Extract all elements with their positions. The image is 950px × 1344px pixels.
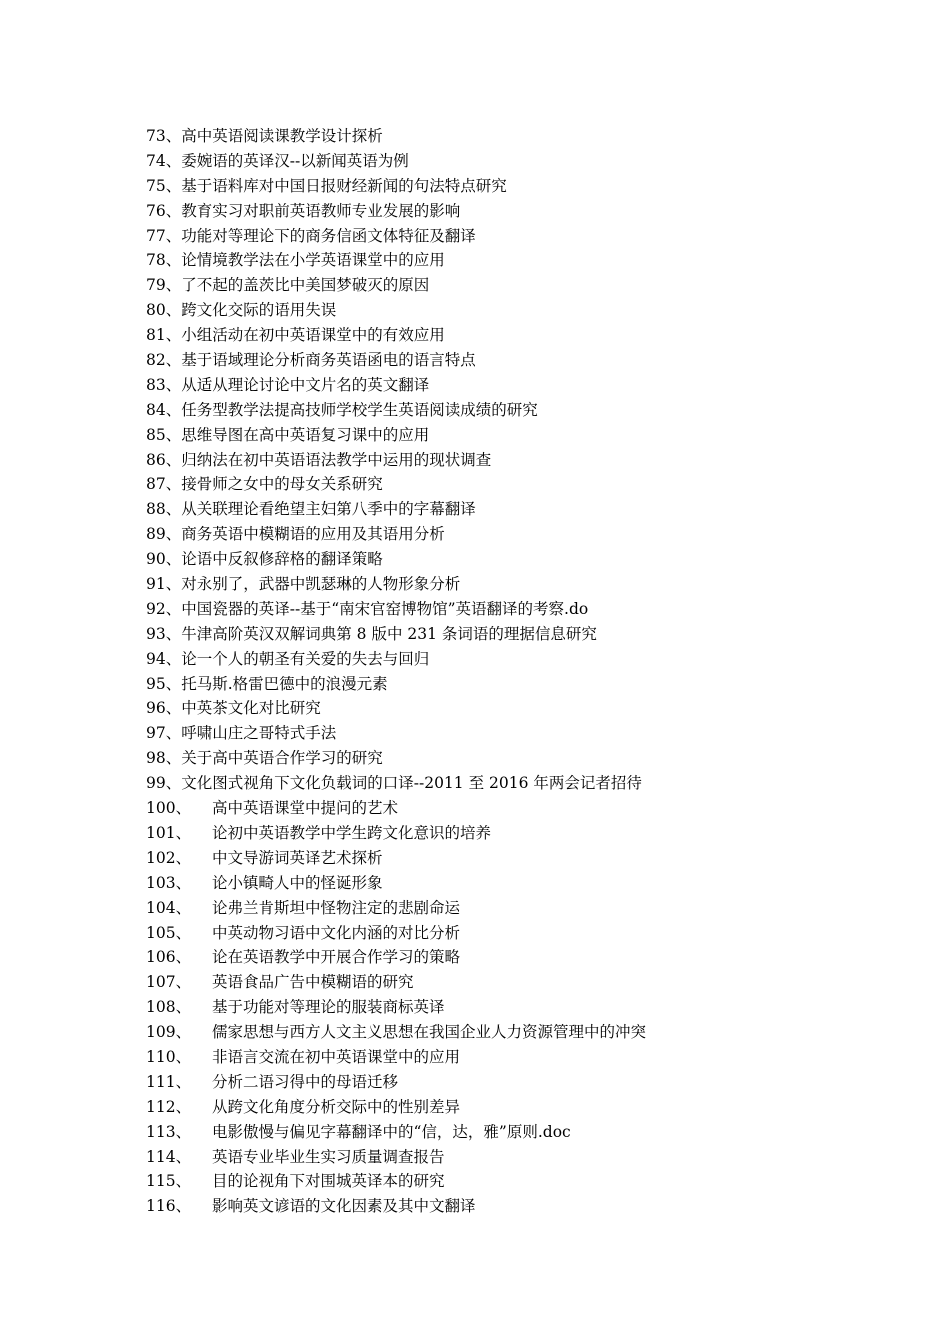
list-item — [146, 771, 866, 796]
list-item — [146, 647, 866, 672]
item-title: 中文导游词英译艺术探析 — [212, 848, 383, 867]
item-number: 99、 — [146, 774, 182, 793]
item-title: 论语中反叙修辞格的翻译策略 — [181, 550, 383, 569]
list-item — [146, 298, 866, 323]
item-number: 93、 — [146, 624, 182, 643]
list-item — [146, 871, 866, 896]
item-number: 109、 — [146, 1023, 192, 1042]
list-item — [146, 1194, 866, 1219]
item-title: 商务英语中模糊语的应用及其语用分析 — [181, 525, 445, 544]
item-title: 论一个人的朝圣有关爱的失去与回归 — [181, 649, 430, 668]
item-number: 97、 — [146, 724, 182, 743]
list-item — [146, 323, 866, 348]
item-number: 88、 — [146, 500, 182, 519]
item-title: 关于高中英语合作学习的研究 — [181, 749, 383, 768]
item-title: 中英茶文化对比研究 — [181, 699, 321, 718]
list-item — [146, 821, 866, 846]
list-item — [146, 547, 866, 572]
item-title: 任务型教学法提高技师学校学生英语阅读成绩的研究 — [181, 400, 538, 419]
list-item — [146, 995, 866, 1020]
item-title: 论在英语教学中开展合作学习的策略 — [212, 948, 461, 967]
item-number: 96、 — [146, 699, 182, 718]
item-number: 113、 — [146, 1122, 192, 1141]
list-item — [146, 423, 866, 448]
list-item — [146, 248, 866, 273]
list-item — [146, 572, 866, 597]
item-number: 86、 — [146, 450, 182, 469]
item-title: 从适从理论讨论中文片名的英文翻译 — [181, 375, 430, 394]
item-number: 116、 — [146, 1197, 192, 1216]
item-number: 102、 — [146, 848, 192, 867]
list-item — [146, 622, 866, 647]
item-title: 儒家思想与西方人文主义思想在我国企业人力资源管理中的冲突 — [212, 1023, 647, 1042]
list-item — [146, 1120, 866, 1145]
item-title: 思维导图在高中英语复习课中的应用 — [181, 425, 430, 444]
item-number: 107、 — [146, 973, 192, 992]
list-item — [146, 846, 866, 871]
item-title: 接骨师之女中的母女关系研究 — [181, 475, 383, 494]
item-number: 112、 — [146, 1097, 192, 1116]
item-number: 83、 — [146, 375, 182, 394]
item-number: 106、 — [146, 948, 192, 967]
item-number: 114、 — [146, 1147, 192, 1166]
item-title: 文化图式视角下文化负载词的口译--2011 至 2016 年两会记者招待 — [181, 774, 642, 793]
list-item — [146, 597, 866, 622]
list-item — [146, 448, 866, 473]
item-number: 110、 — [146, 1047, 192, 1066]
item-number: 103、 — [146, 873, 192, 892]
item-title: 了不起的盖茨比中美国梦破灭的原因 — [181, 276, 430, 295]
list-item — [146, 721, 866, 746]
item-number: 74、 — [146, 151, 182, 170]
item-title: 跨文化交际的语用失误 — [181, 301, 337, 320]
item-number: 77、 — [146, 226, 182, 245]
item-number: 79、 — [146, 276, 182, 295]
item-title: 小组活动在初中英语课堂中的有效应用 — [181, 326, 445, 345]
item-title: 电影傲慢与偏见字幕翻译中的“信，达，雅”原则.doc — [212, 1122, 571, 1141]
item-number: 78、 — [146, 251, 182, 270]
item-title: 基于语料库对中国日报财经新闻的句法特点研究 — [181, 176, 507, 195]
item-number: 111、 — [146, 1072, 192, 1091]
item-title: 中国瓷器的英译--基于“南宋官窑博物馆”英语翻译的考察.do — [181, 599, 589, 618]
item-number: 94、 — [146, 649, 182, 668]
item-number: 108、 — [146, 998, 192, 1017]
item-title: 目的论视角下对围城英译本的研究 — [212, 1172, 445, 1191]
list-item — [146, 1070, 866, 1095]
item-title: 英语食品广告中模糊语的研究 — [212, 973, 414, 992]
item-number: 76、 — [146, 201, 182, 220]
item-title: 论弗兰肯斯坦中怪物注定的悲剧命运 — [212, 898, 461, 917]
list-item — [146, 1095, 866, 1120]
list-item — [146, 1045, 866, 1070]
item-number: 101、 — [146, 823, 192, 842]
item-number: 87、 — [146, 475, 182, 494]
item-title: 中英动物习语中文化内涵的对比分析 — [212, 923, 461, 942]
item-number: 105、 — [146, 923, 192, 942]
item-title: 功能对等理论下的商务信函文体特征及翻译 — [181, 226, 476, 245]
item-number: 73、 — [146, 127, 182, 145]
item-number: 82、 — [146, 351, 182, 370]
item-number: 81、 — [146, 326, 182, 345]
list-item — [146, 796, 866, 821]
item-title: 分析二语习得中的母语迁移 — [212, 1072, 399, 1091]
list-item — [146, 124, 866, 149]
item-title: 基于功能对等理论的服装商标英译 — [212, 998, 445, 1017]
item-number: 98、 — [146, 749, 182, 768]
item-title: 论情境教学法在小学英语课堂中的应用 — [181, 251, 445, 270]
item-number: 85、 — [146, 425, 182, 444]
item-title: 从跨文化角度分析交际中的性别差异 — [212, 1097, 461, 1116]
item-title: 基于语域理论分析商务英语函电的语言特点 — [181, 351, 476, 370]
list-item — [146, 174, 866, 199]
item-title: 牛津高阶英汉双解词典第 8 版中 231 条词语的理据信息研究 — [181, 624, 597, 643]
list-item — [146, 1020, 866, 1045]
item-title: 论小镇畸人中的怪诞形象 — [212, 873, 383, 892]
item-number: 84、 — [146, 400, 182, 419]
item-number: 89、 — [146, 525, 182, 544]
item-title: 呼啸山庄之哥特式手法 — [181, 724, 337, 743]
item-number: 115、 — [146, 1172, 192, 1191]
list-item — [146, 149, 866, 174]
list-item — [146, 945, 866, 970]
item-title: 影响英文谚语的文化因素及其中文翻译 — [212, 1197, 476, 1216]
item-title: 从关联理论看绝望主妇第八季中的字幕翻译 — [181, 500, 476, 519]
list-item — [146, 921, 866, 946]
item-title: 教育实习对职前英语教师专业发展的影响 — [181, 201, 461, 220]
item-title: 高中英语课堂中提问的艺术 — [212, 799, 399, 818]
item-number: 95、 — [146, 674, 182, 693]
item-title: 英语专业毕业生实习质量调查报告 — [212, 1147, 445, 1166]
item-number: 100、 — [146, 799, 192, 818]
item-number: 104、 — [146, 898, 192, 917]
list-item — [146, 1145, 866, 1170]
list-item — [146, 398, 866, 423]
item-number: 91、 — [146, 575, 182, 594]
list-item — [146, 970, 866, 995]
list-item — [146, 199, 866, 224]
item-title: 论初中英语教学中学生跨文化意识的培养 — [212, 823, 492, 842]
list-item — [146, 472, 866, 497]
item-number: 90、 — [146, 550, 182, 569]
list-item — [146, 696, 866, 721]
item-title: 高中英语阅读课教学设计探析 — [181, 127, 383, 145]
list-item — [146, 522, 866, 547]
item-number: 92、 — [146, 599, 182, 618]
list-item — [146, 224, 866, 249]
list-item — [146, 672, 866, 697]
list-item — [146, 746, 866, 771]
list-item — [146, 896, 866, 921]
list-item — [146, 348, 866, 373]
list-item — [146, 1169, 866, 1194]
item-title: 对永别了，武器中凯瑟琳的人物形象分析 — [181, 575, 461, 594]
list-item — [146, 273, 866, 298]
item-number: 75、 — [146, 176, 182, 195]
list-item — [146, 373, 866, 398]
list-item — [146, 497, 866, 522]
thesis-title-list — [146, 124, 866, 1219]
item-title: 托马斯.格雷巴德中的浪漫元素 — [181, 674, 388, 693]
item-number: 80、 — [146, 301, 182, 320]
item-title: 委婉语的英译汉--以新闻英语为例 — [181, 151, 409, 170]
item-title: 归纳法在初中英语语法教学中运用的现状调查 — [181, 450, 492, 469]
item-title: 非语言交流在初中英语课堂中的应用 — [212, 1047, 461, 1066]
